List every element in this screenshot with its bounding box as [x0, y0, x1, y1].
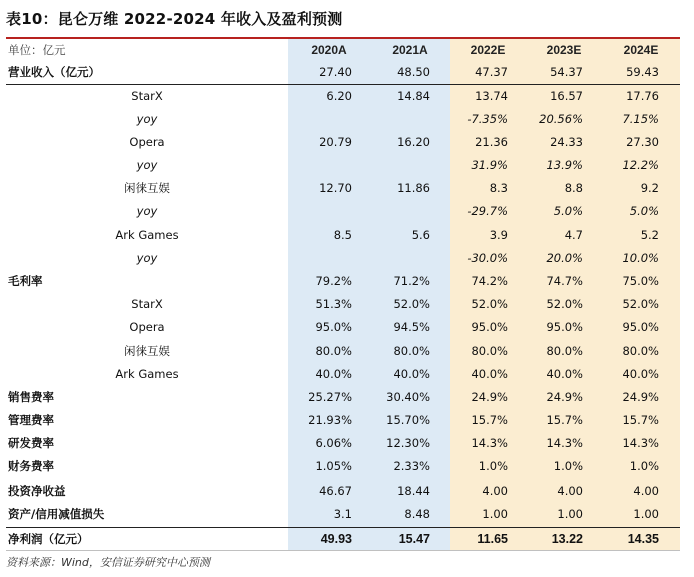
- value-cell: 40.0%: [622, 367, 659, 381]
- row-label: 闲徕互娱: [124, 344, 170, 358]
- value-cell: 12.70: [319, 181, 352, 195]
- value-cell: 80.0%: [622, 344, 659, 358]
- value-cell: 24.9%: [622, 390, 659, 404]
- value-cell: 94.5%: [393, 320, 430, 334]
- year-header: 2020A: [311, 43, 347, 57]
- value-cell: 4.00: [557, 484, 583, 498]
- value-cell: 13.74: [475, 89, 508, 103]
- value-cell: 9.2: [640, 181, 659, 195]
- value-cell: 80.0%: [393, 344, 430, 358]
- value-cell: [369, 154, 430, 176]
- value-cell: 80.0%: [471, 344, 508, 358]
- value-cell: 8.5: [333, 228, 352, 242]
- value-cell: -7.35%: [467, 112, 508, 126]
- unit-label: 单位：亿元: [8, 43, 66, 57]
- row-label: yoy: [136, 204, 158, 218]
- value-cell: 40.0%: [471, 367, 508, 381]
- value-cell: 11.65: [477, 532, 508, 546]
- table-title: 表10：昆仑万维 2022-2024 年收入及盈利预测: [6, 10, 343, 28]
- value-cell: 75.0%: [622, 274, 659, 288]
- table-row: [6, 340, 680, 362]
- value-cell: 8.3: [489, 181, 508, 195]
- value-cell: 24.9%: [546, 390, 583, 404]
- value-cell: 20.56%: [539, 112, 583, 126]
- value-cell: 25.27%: [308, 390, 352, 404]
- value-cell: 15.7%: [471, 413, 508, 427]
- value-cell: 30.40%: [386, 390, 430, 404]
- value-cell: 27.30: [626, 135, 659, 149]
- value-cell: 7.15%: [622, 112, 659, 126]
- table-row: [6, 386, 680, 408]
- row-label: 财务费率: [8, 459, 54, 473]
- table-row: [6, 131, 680, 153]
- value-cell: 14.35: [627, 532, 659, 546]
- value-cell: 1.0%: [629, 459, 659, 473]
- header-row: [6, 39, 680, 61]
- year-header: 2022E: [470, 43, 506, 57]
- value-cell: 1.05%: [315, 459, 352, 473]
- value-cell: [369, 247, 430, 269]
- value-cell: 5.0%: [553, 204, 583, 218]
- value-cell: [288, 200, 352, 222]
- value-cell: 14.3%: [622, 436, 659, 450]
- value-cell: 52.0%: [393, 297, 430, 311]
- table-row: [6, 270, 680, 292]
- row-label: Ark Games: [115, 367, 179, 381]
- table-row: [6, 108, 680, 130]
- table-row: [6, 177, 680, 199]
- row-label: 销售费率: [8, 390, 54, 404]
- value-cell: 54.37: [550, 65, 583, 79]
- value-cell: 5.0%: [629, 204, 659, 218]
- table-row: [6, 154, 680, 176]
- value-cell: 14.84: [397, 89, 430, 103]
- value-cell: 40.0%: [315, 367, 352, 381]
- value-cell: 95.0%: [471, 320, 508, 334]
- table-row: [6, 480, 680, 502]
- value-cell: 49.93: [320, 532, 352, 546]
- year-header: 2023E: [546, 43, 582, 57]
- value-cell: 31.9%: [471, 158, 508, 172]
- value-cell: 1.00: [633, 507, 659, 521]
- value-cell: 8.8: [564, 181, 583, 195]
- value-cell: 52.0%: [471, 297, 508, 311]
- value-cell: 1.00: [482, 507, 508, 521]
- row-label: 研发费率: [8, 436, 54, 450]
- row-label: 毛利率: [8, 274, 43, 288]
- table-row: [6, 247, 680, 269]
- value-cell: 13.9%: [546, 158, 583, 172]
- value-cell: 4.00: [482, 484, 508, 498]
- value-cell: 13.22: [551, 532, 583, 546]
- value-cell: 95.0%: [315, 320, 352, 334]
- value-cell: 52.0%: [622, 297, 659, 311]
- value-cell: -29.7%: [467, 204, 508, 218]
- row-label: 营业收入（亿元）: [8, 65, 100, 79]
- value-cell: 52.0%: [546, 297, 583, 311]
- table-row: [6, 224, 680, 246]
- value-cell: 6.06%: [315, 436, 352, 450]
- table-row: [6, 363, 680, 385]
- value-cell: 4.7: [564, 228, 583, 242]
- year-header: 2024E: [623, 43, 659, 57]
- value-cell: [288, 108, 352, 130]
- value-cell: 15.7%: [622, 413, 659, 427]
- value-cell: 14.3%: [546, 436, 583, 450]
- table-row: [6, 432, 680, 454]
- value-cell: 6.20: [326, 89, 352, 103]
- table-row: [6, 455, 680, 477]
- value-cell: 95.0%: [622, 320, 659, 334]
- value-cell: 15.70%: [386, 413, 430, 427]
- value-cell: 14.3%: [471, 436, 508, 450]
- value-cell: 20.79: [319, 135, 352, 149]
- row-label: yoy: [136, 112, 158, 126]
- value-cell: 80.0%: [546, 344, 583, 358]
- table-row: [6, 293, 680, 315]
- table-row: [6, 85, 680, 107]
- value-cell: 48.50: [397, 65, 430, 79]
- value-cell: 1.00: [557, 507, 583, 521]
- value-cell: 40.0%: [546, 367, 583, 381]
- value-cell: 27.40: [319, 65, 352, 79]
- value-cell: 80.0%: [315, 344, 352, 358]
- row-label: StarX: [131, 89, 163, 103]
- table-row: [6, 316, 680, 338]
- value-cell: [288, 154, 352, 176]
- value-cell: 12.30%: [386, 436, 430, 450]
- table-row: [6, 61, 680, 83]
- value-cell: [369, 108, 430, 130]
- value-cell: 8.48: [404, 507, 430, 521]
- row-label: Ark Games: [115, 228, 179, 242]
- value-cell: 1.0%: [478, 459, 508, 473]
- row-label: yoy: [136, 158, 158, 172]
- value-cell: 10.0%: [622, 251, 659, 265]
- value-cell: 20.0%: [546, 251, 583, 265]
- row-label: 管理费率: [8, 413, 54, 427]
- value-cell: 24.33: [550, 135, 583, 149]
- value-cell: [369, 200, 430, 222]
- value-cell: 3.9: [489, 228, 508, 242]
- value-cell: 51.3%: [315, 297, 352, 311]
- value-cell: 18.44: [397, 484, 430, 498]
- value-cell: 16.20: [397, 135, 430, 149]
- row-label: 资产/信用减值损失: [8, 507, 105, 521]
- value-cell: 1.0%: [553, 459, 583, 473]
- table-row: [6, 528, 680, 550]
- row-label: StarX: [131, 297, 163, 311]
- table-row: [6, 200, 680, 222]
- value-cell: 5.2: [640, 228, 659, 242]
- row-label: Opera: [129, 320, 165, 334]
- value-cell: 40.0%: [393, 367, 430, 381]
- table-row: [6, 409, 680, 431]
- value-cell: 79.2%: [315, 274, 352, 288]
- value-cell: 4.00: [633, 484, 659, 498]
- value-cell: 95.0%: [546, 320, 583, 334]
- value-cell: 2.33%: [393, 459, 430, 473]
- row-label: yoy: [136, 251, 158, 265]
- value-cell: 21.93%: [308, 413, 352, 427]
- value-cell: 15.47: [398, 532, 430, 546]
- row-label: 投资净收益: [8, 484, 66, 498]
- value-cell: 17.76: [626, 89, 659, 103]
- value-cell: 46.67: [319, 484, 352, 498]
- value-cell: 71.2%: [393, 274, 430, 288]
- row-label: Opera: [129, 135, 165, 149]
- table-row: [6, 503, 680, 525]
- value-cell: -30.0%: [467, 251, 508, 265]
- value-cell: 21.36: [475, 135, 508, 149]
- value-cell: 16.57: [550, 89, 583, 103]
- row-label: 净利润（亿元）: [8, 532, 89, 546]
- row-label: 闲徕互娱: [124, 181, 170, 195]
- value-cell: 3.1: [333, 507, 352, 521]
- value-cell: 15.7%: [546, 413, 583, 427]
- value-cell: 74.2%: [471, 274, 508, 288]
- value-cell: 11.86: [397, 181, 430, 195]
- value-cell: 24.9%: [471, 390, 508, 404]
- value-cell: 12.2%: [622, 158, 659, 172]
- bottom-border: [6, 550, 680, 551]
- year-header: 2021A: [392, 43, 428, 57]
- value-cell: 5.6: [411, 228, 430, 242]
- value-cell: 59.43: [626, 65, 659, 79]
- value-cell: [288, 247, 352, 269]
- value-cell: 74.7%: [546, 274, 583, 288]
- source-note: 资料来源：Wind，安信证券研究中心预测: [6, 556, 210, 569]
- value-cell: 47.37: [475, 65, 508, 79]
